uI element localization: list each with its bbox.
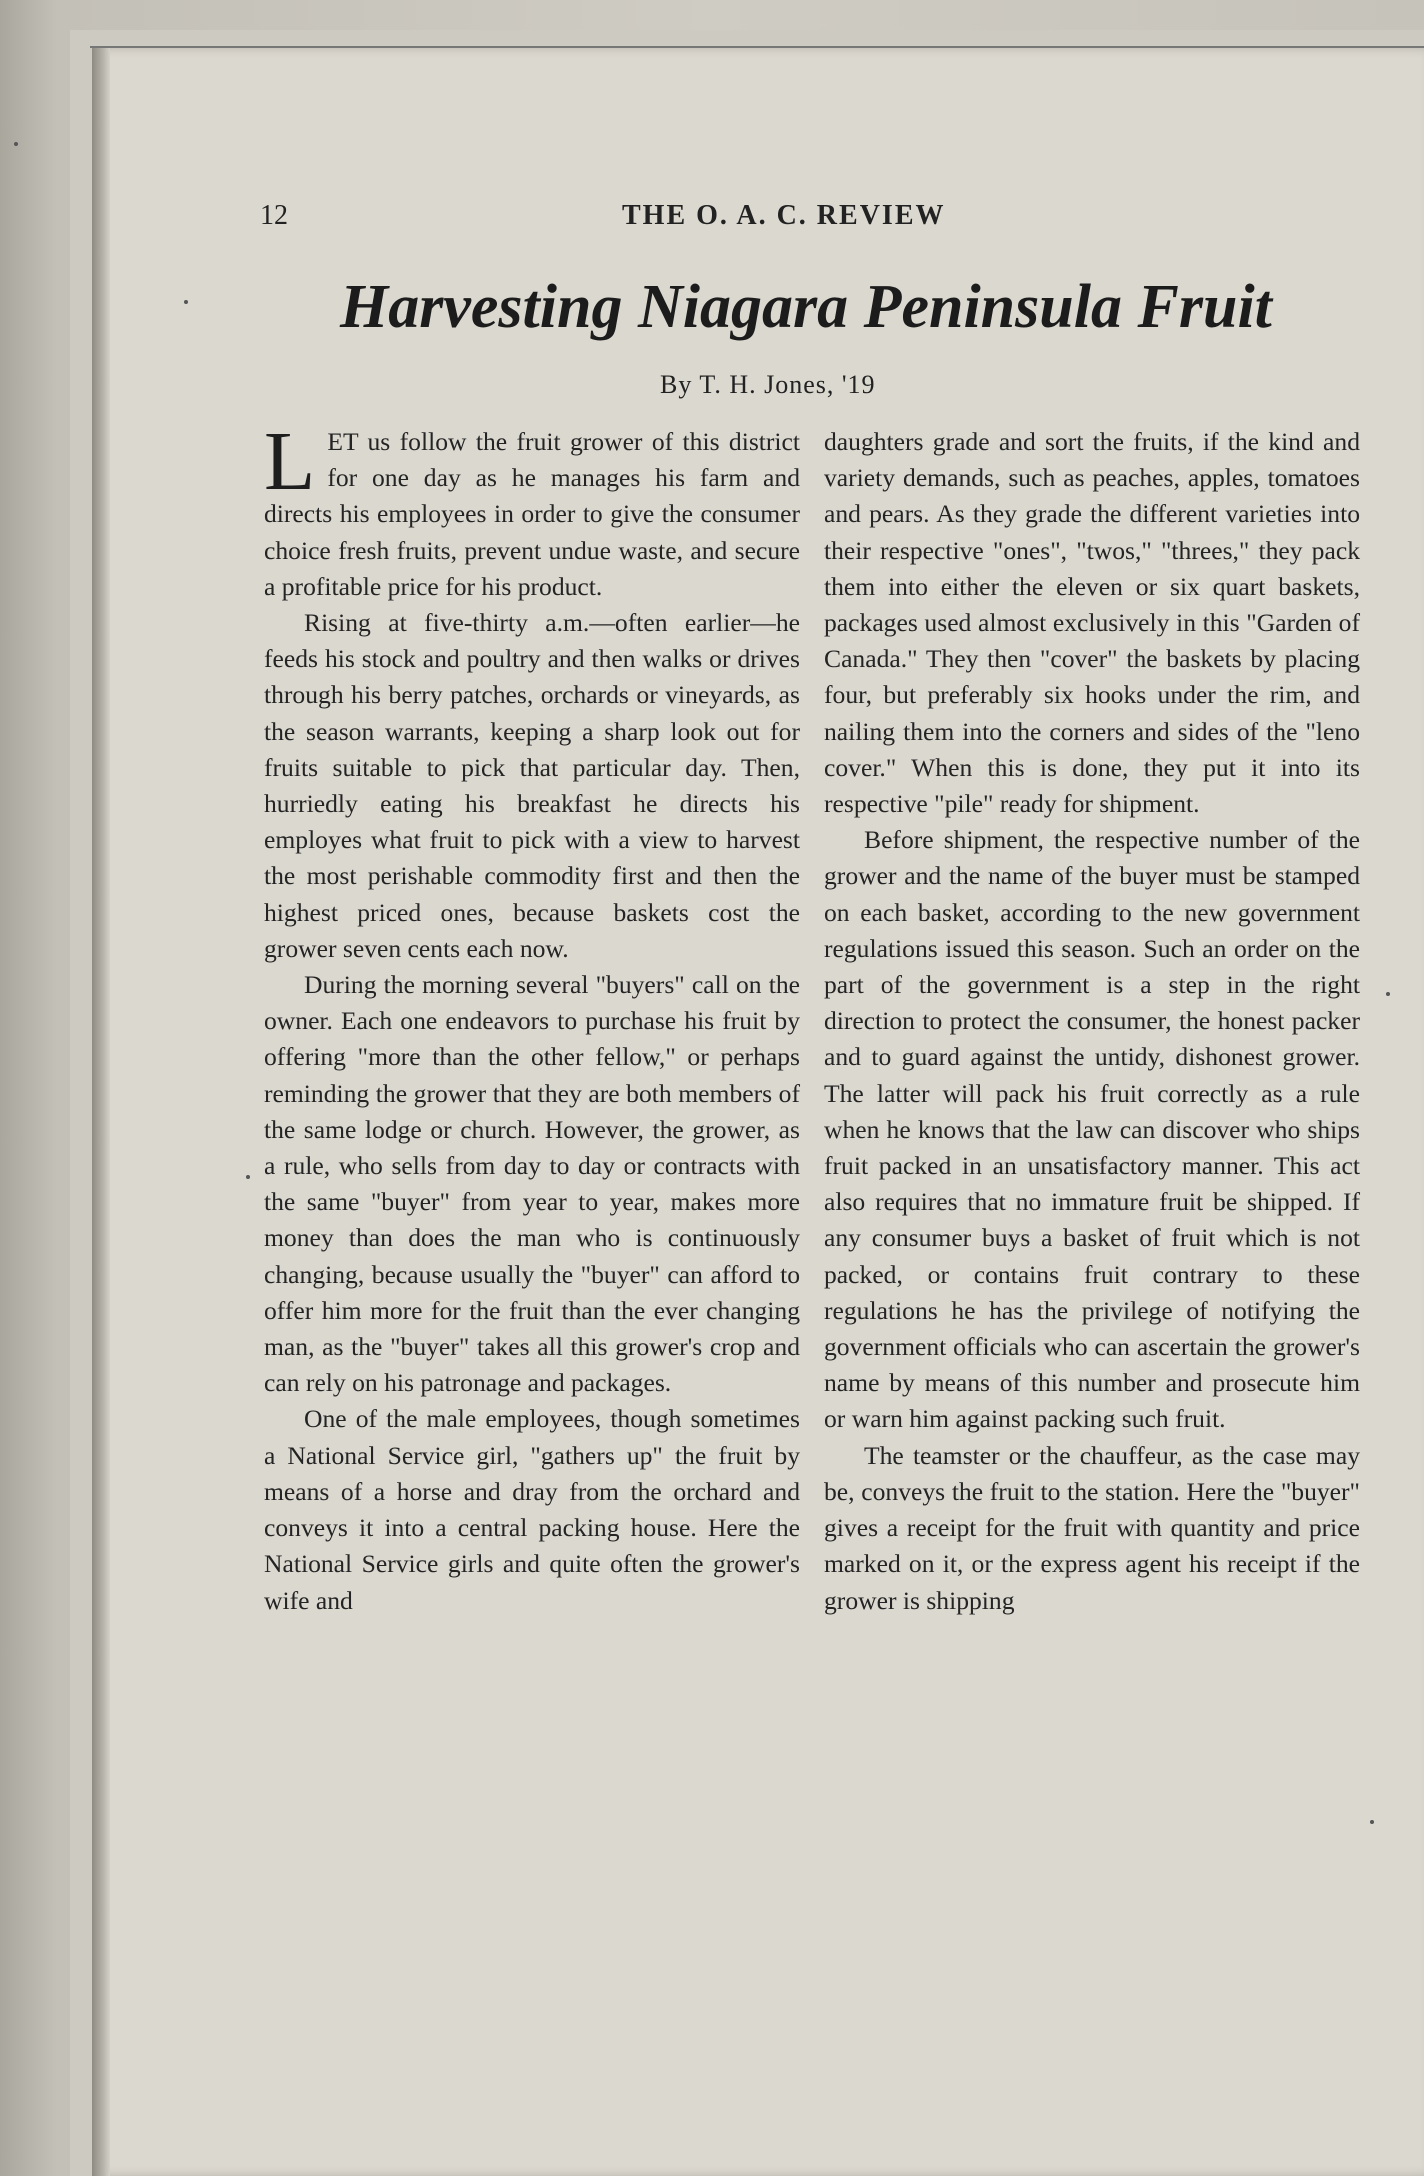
article-byline: By T. H. Jones, '19 <box>660 370 876 399</box>
page-number: 12 <box>260 200 288 231</box>
page-binding-edge <box>92 48 110 2176</box>
paragraph-2: Rising at five-thirty a.m.—often earlier—he feeds his stock and poultry and then walks or drives through his berry patches, orchards or vineyards, as the season warrants, keeping a sharp look out for fruits suitable to pick that particular day. Then, hurriedly eating his breakfast he directs his employes what fruit to pick with a view to harvest the most perishable commodity first and then the highest priced ones, because baskets cost the grower seven cents each now. <box>264 608 800 963</box>
drop-cap: L <box>264 415 316 508</box>
paragraph-1 <box>264 415 800 605</box>
scan-speck <box>14 142 18 146</box>
running-head-title: THE O. A. C. REVIEW <box>622 200 946 231</box>
paragraph-6: Before shipment, the respective number of the grower and the name of the buyer must be stamped on each basket, according to the new government regulations issued this season. Such an order on the part of the government is a step in the right direction to protect the consumer, the honest packer and to guard against the untidy, dishonest grower. The latter will pack his fruit correctly as a rule when he knows that the law can discover who ships fruit packed in an unsatisfactory manner. This act also requires that no immature fruit be shipped. If any consumer buys a basket of fruit which is not packed, or contains fruit contrary to these regulations he has the privilege of notifying the government officials who can ascertain the grower's name by means of this number and prosecute him or warn him against packing such fruit. <box>824 825 1360 1434</box>
left-column <box>264 415 800 1619</box>
scan-speck <box>1370 1820 1374 1824</box>
paragraph-3: During the morning several "buyers" call on the owner. Each one endeavors to purchase his fruit by offering "more than the other fellow," or perhaps reminding the grower that they are both members of the same lodge or church. However, the grower, as a rule, who sells from day to day or contracts with the same "buyer" from year to year, makes more money than does the man who is continuously changing, because usually the "buyer" can afford to offer him more for the fruit than the ever changing man, as the "buyer" takes all this grower's crop and can rely on his patronage and packages. <box>264 970 800 1398</box>
paragraph-4: One of the male employees, though sometimes a National Service girl, "gathers up" the fruit by means of a horse and dray from the orchard and conveys it into a central packing house. Here the National Service girls and quite often the grower's wife and <box>264 1404 800 1615</box>
scan-speck <box>1386 992 1390 996</box>
article-title: Harvesting Niagara Peninsula Fruit <box>340 273 1272 341</box>
paragraph-5-continued: daughters grade and sort the fruits, if the kind and variety demands, such as peaches, apples, tomatoes and pears. As they grade the different varieties into their respective "ones", "twos," "threes," they pack them into either the eleven or six quart baskets, packages used almost exclusively in this "Garden of Canada." They then "cover" the baskets by placing four, but preferably six hooks under the rim, and nailing them into the corners and sides of the "leno cover." When this is done, they put it into its respective "pile" ready for shipment. <box>824 427 1360 819</box>
right-column <box>824 424 1360 1619</box>
paragraph-7: The teamster or the chauffeur, as the case may be, conveys the fruit to the station. Here the "buyer" gives a receipt for the fruit with quantity and price marked on it, or the express agent his receipt if the grower is shipping <box>824 1440 1360 1615</box>
page-top-edge <box>90 46 1424 48</box>
scan-speck <box>246 1175 250 1179</box>
running-header <box>260 200 1360 240</box>
scan-speck <box>184 300 188 304</box>
paragraph-1-text: ET us follow the fruit grower of this district for one day as he manages his farm and directs his employees in order to give the consumer choice fresh fruits, prevent undue waste, and secure a profitable price for his product. <box>264 427 800 601</box>
